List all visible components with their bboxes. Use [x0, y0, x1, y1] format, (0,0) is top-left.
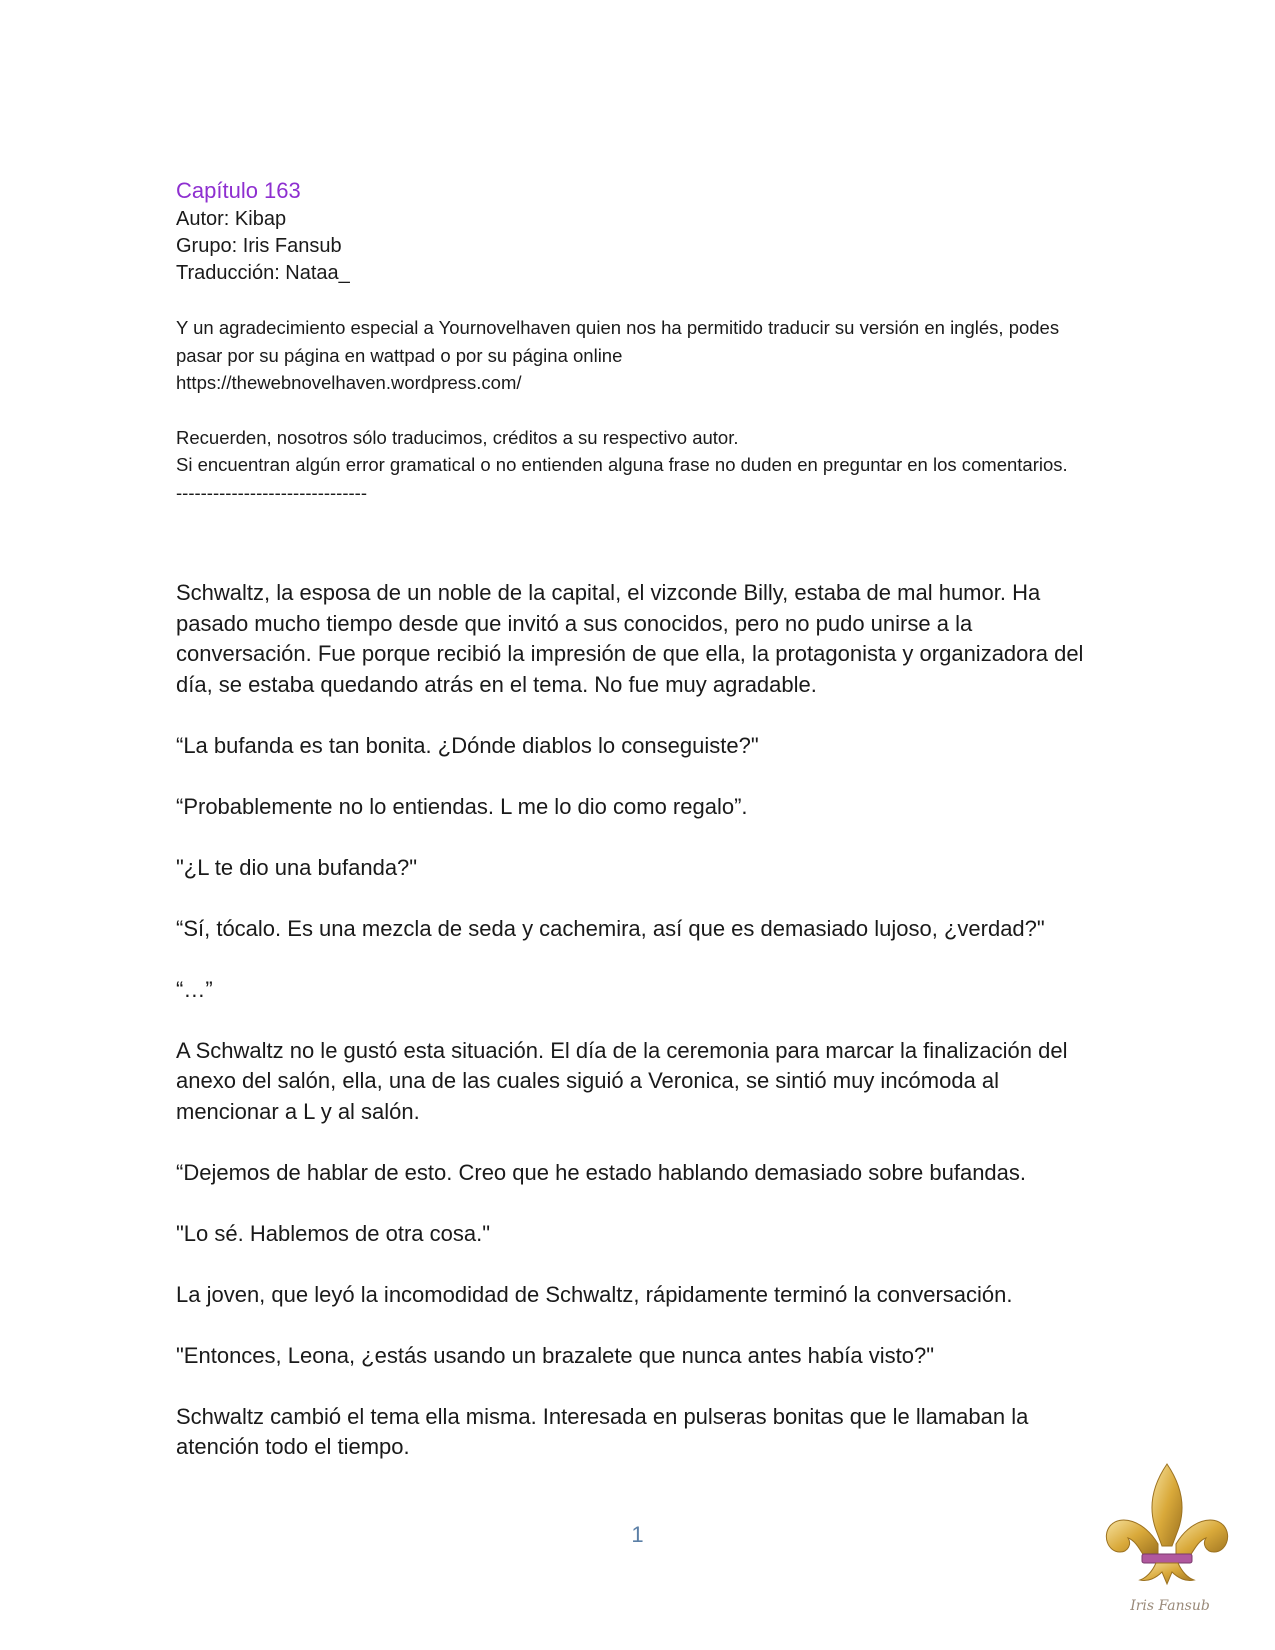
story-paragraph: A Schwaltz no le gustó esta situación. El día de la ceremonia para marcar la finalización del anexo del salón, ella, una de las cuales siguió a Veronica, se sintió muy incómoda al mencionar a L y al salón. — [176, 1037, 1068, 1124]
chapter-header — [176, 176, 1096, 287]
story-paragraph: "Entonces, Leona, ¿estás usando un brazalete que nunca antes había visto?" — [176, 1342, 935, 1368]
page-number: 1 — [631, 1522, 644, 1547]
story-paragraph: "¿L te dio una bufanda?" — [176, 854, 418, 880]
author-line: Autor: Kibap — [176, 208, 287, 230]
logo-text: Iris Fansub — [1130, 1598, 1210, 1614]
fleur-de-lis-logo-icon — [1100, 1460, 1235, 1620]
story-paragraph: “Probablemente no lo entiendas. L me lo dio como regalo”. — [176, 793, 748, 819]
reminder-text: Recuerden, nosotros sólo traducimos, créditos a su respectivo autor. — [176, 426, 739, 448]
translation-line: Traducción: Nataa_ — [176, 262, 350, 284]
story-paragraph: "Lo sé. Hablemos de otra cosa." — [176, 1220, 491, 1246]
document-page — [176, 176, 1096, 1493]
story-paragraph: “Dejemos de hablar de esto. Creo que he estado hablando demasiado sobre bufandas. — [176, 1159, 1027, 1185]
separator-line: ------------------------------- — [176, 481, 367, 503]
story-paragraph: “Sí, tócalo. Es una mezcla de seda y cachemira, así que es demasiado lujoso, ¿verdad?" — [176, 915, 1045, 941]
story-paragraph: Schwaltz cambió el tema ella misma. Interesada en pulseras bonitas que le llamaban la atención todo el tiempo. — [176, 1403, 1029, 1459]
group-line: Grupo: Iris Fansub — [176, 235, 342, 257]
story-body — [176, 578, 1096, 1463]
story-paragraph: “La bufanda es tan bonita. ¿Dónde diablos lo conseguiste?" — [176, 732, 759, 758]
errors-text: Si encuentran algún error gramatical o no entienden alguna frase no duden en preguntar en los comentarios. — [176, 454, 1068, 475]
thanks-url: https://thewebnovelhaven.wordpress.com/ — [176, 372, 522, 393]
thanks-text: Y un agradecimiento especial a Yournovelhaven quien nos ha permitido traducir su versión en inglés, podes pasar por su página en wattpad o por su página online — [176, 317, 1060, 366]
story-paragraph: “…” — [176, 976, 213, 1002]
story-paragraph: Schwaltz, la esposa de un noble de la capital, el vizconde Billy, estaba de mal humor. Ha pasado mucho tiempo desde que invitó a sus conocidos, pero no pudo unirse a la conversación. Fue porque recibió la impresión de que ella, la protagonista y organizadora del día, se estaba quedando atrás en el tema. No fue muy agradable. — [176, 580, 1084, 697]
story-paragraph: La joven, que leyó la incomodidad de Schwaltz, rápidamente terminó la conversación. — [176, 1281, 1013, 1307]
disclaimer-note — [176, 424, 1096, 507]
chapter-title: Capítulo 163 — [176, 178, 301, 203]
thanks-note — [176, 314, 1096, 397]
